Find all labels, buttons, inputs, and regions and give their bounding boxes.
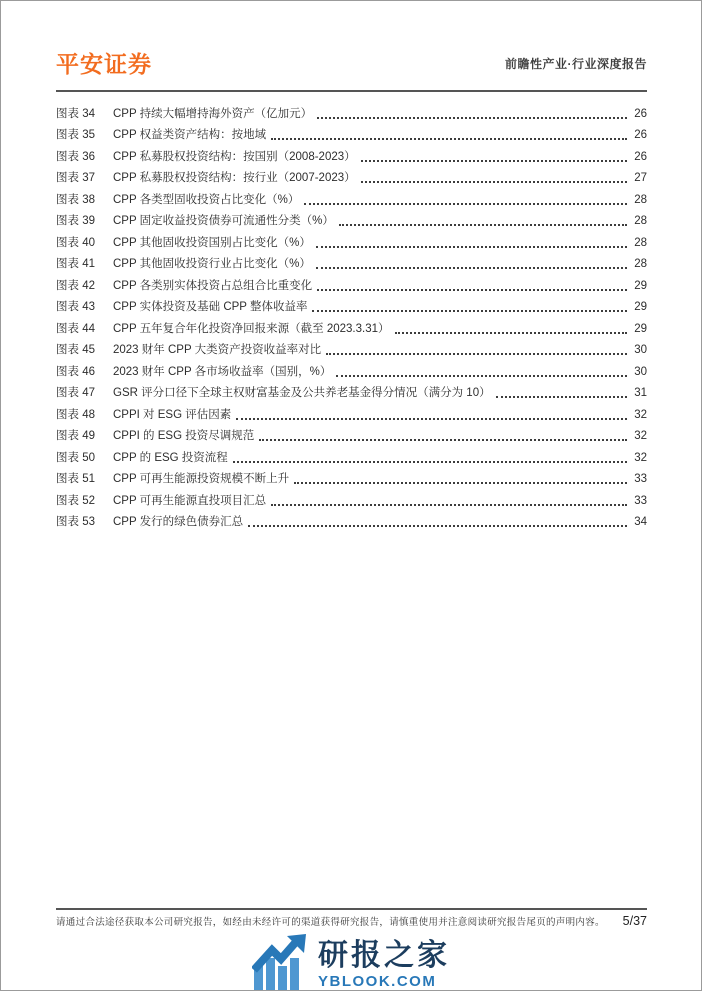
dot-leader — [271, 504, 627, 506]
toc-entry[interactable] — [56, 101, 647, 123]
toc-entry[interactable] — [56, 402, 647, 424]
figure-page-number: 34 — [634, 516, 647, 528]
brand-logo: 平安证券 — [56, 51, 152, 77]
figure-label: 图表 35 — [56, 129, 95, 141]
page-number-indicator: 5/37 — [622, 914, 647, 928]
figure-label: 图表 47 — [56, 387, 95, 399]
toc-entry[interactable] — [56, 230, 647, 252]
dot-leader — [248, 525, 627, 527]
dot-leader — [233, 461, 627, 463]
header-divider — [56, 90, 647, 92]
dot-leader — [336, 375, 627, 377]
figure-page-number: 26 — [634, 129, 647, 141]
disclaimer-text: 请通过合法途径获取本公司研究报告，如经由未经许可的渠道获得研究报告，请慎重使用并注意阅读研究报告尾页的声明内容。 — [56, 917, 605, 928]
figure-label: 图表 48 — [56, 408, 95, 421]
toc-entry[interactable] — [56, 123, 647, 145]
toc-entry[interactable] — [56, 144, 647, 166]
figure-page-number: 32 — [634, 451, 647, 464]
figure-label: 图表 53 — [56, 516, 95, 528]
figure-title: CPP 五年复合年化投资净回报来源（截至 2023.3.31） — [113, 322, 390, 335]
figure-label: 图表 38 — [56, 193, 95, 206]
figure-page-number: 31 — [634, 387, 647, 399]
toc-entry[interactable] — [56, 187, 647, 209]
figure-page-number: 28 — [634, 236, 647, 249]
figure-page-number: 33 — [634, 473, 647, 485]
figure-page-number: 32 — [634, 430, 647, 442]
toc-entry[interactable] — [56, 273, 647, 295]
toc-entry[interactable] — [56, 467, 647, 489]
dot-leader — [361, 160, 627, 162]
figure-page-number: 28 — [634, 258, 647, 270]
figure-page-number: 30 — [634, 365, 647, 378]
figure-title: GSR 评分口径下全球主权财富基金及公共养老基金得分情况（满分为 10） — [113, 387, 491, 399]
figure-label: 图表 45 — [56, 344, 95, 356]
dot-leader — [316, 267, 627, 269]
toc-entry[interactable] — [56, 445, 647, 467]
toc-entry[interactable] — [56, 424, 647, 446]
figure-page-number: 28 — [634, 193, 647, 206]
figure-title: CPP 其他固收投资行业占比变化（%） — [113, 258, 311, 270]
dot-leader — [395, 332, 628, 334]
figure-label: 图表 40 — [56, 236, 95, 249]
report-header — [56, 53, 647, 76]
figure-title: CPP 私募股权投资结构：按行业（2007-2023） — [113, 172, 356, 184]
toc-entry[interactable] — [56, 252, 647, 274]
dot-leader — [304, 203, 627, 205]
figure-title: 2023 财年 CPP 大类资产投资收益率对比 — [113, 344, 322, 356]
toc-entry[interactable] — [56, 316, 647, 338]
dot-leader — [271, 138, 627, 140]
figure-title: CPP 权益类资产结构：按地域 — [113, 129, 267, 141]
figure-title: CPP 私募股权投资结构：按国别（2008-2023） — [113, 150, 356, 163]
dot-leader — [317, 117, 627, 119]
dot-leader — [294, 482, 627, 484]
toc-entry[interactable] — [56, 381, 647, 403]
figure-label: 图表 34 — [56, 107, 95, 120]
figure-label: 图表 51 — [56, 473, 95, 485]
figure-page-number: 32 — [634, 408, 647, 421]
figure-title: CPP 可再生能源投资规模不断上升 — [113, 473, 290, 485]
footer-divider — [56, 908, 647, 910]
dot-leader — [496, 396, 627, 398]
figure-label: 图表 39 — [56, 215, 95, 227]
toc-entry[interactable] — [56, 166, 647, 188]
figure-page-number: 30 — [634, 344, 647, 356]
figure-label: 图表 46 — [56, 365, 95, 378]
figure-title: CPP 的 ESG 投资流程 — [113, 451, 228, 464]
toc-entry[interactable] — [56, 209, 647, 231]
dot-leader — [317, 289, 627, 291]
site-watermark — [1, 934, 701, 991]
figure-title: CPP 可再生能源直投项目汇总 — [113, 494, 267, 507]
toc-entry[interactable] — [56, 295, 647, 317]
figure-title: CPPI 的 ESG 投资尽调规范 — [113, 430, 255, 442]
figure-label: 图表 43 — [56, 301, 95, 313]
figure-title: CPP 发行的绿色债券汇总 — [113, 516, 244, 528]
figure-label: 图表 50 — [56, 451, 95, 464]
figure-page-number: 33 — [634, 494, 647, 507]
figure-page-number: 29 — [634, 322, 647, 335]
figure-title: CPP 持续大幅增持海外资产（亿加元） — [113, 107, 313, 120]
dot-leader — [259, 439, 627, 441]
report-type-label: 前瞻性产业·行业深度报告 — [505, 57, 647, 71]
figure-label: 图表 52 — [56, 494, 95, 507]
figure-title: CPP 各类别实体投资占总组合比重变化 — [113, 279, 313, 292]
figure-page-number: 28 — [634, 215, 647, 227]
watermark-brand-name: 研报之家 — [318, 938, 450, 972]
figure-page-number: 26 — [634, 150, 647, 163]
figure-label: 图表 41 — [56, 258, 95, 270]
watermark-domain: YBLOOK.COM — [318, 972, 437, 990]
figure-label: 图表 37 — [56, 172, 95, 184]
report-footer — [56, 914, 647, 928]
figure-title: CPP 其他固收投资国别占比变化（%） — [113, 236, 311, 249]
figure-title: 2023 财年 CPP 各市场收益率（国别，%） — [113, 365, 332, 378]
figure-title: CPP 实体投资及基础 CPP 整体收益率 — [113, 301, 308, 313]
bar-chart-arrow-icon — [252, 934, 308, 991]
figure-page-number: 26 — [634, 107, 647, 120]
figure-page-number: 29 — [634, 301, 647, 313]
figure-label: 图表 44 — [56, 322, 95, 335]
dot-leader — [339, 224, 627, 226]
toc-entry[interactable] — [56, 338, 647, 360]
figure-label: 图表 36 — [56, 150, 95, 163]
toc-entry[interactable] — [56, 510, 647, 532]
watermark-text — [318, 938, 450, 990]
dot-leader — [316, 246, 627, 248]
figure-title: CPPI 对 ESG 评估因素 — [113, 408, 232, 421]
dot-leader — [312, 310, 627, 312]
toc-entry[interactable] — [56, 488, 647, 510]
figure-title: CPP 固定收益投资债券可流通性分类（%） — [113, 215, 334, 227]
figure-page-number: 27 — [634, 172, 647, 184]
figure-page-number: 29 — [634, 279, 647, 292]
dot-leader — [361, 181, 627, 183]
figure-label: 图表 49 — [56, 430, 95, 442]
toc-entry[interactable] — [56, 359, 647, 381]
dot-leader — [326, 353, 627, 355]
figure-list — [56, 101, 647, 531]
figure-label: 图表 42 — [56, 279, 95, 292]
figure-title: CPP 各类型固收投资占比变化（%） — [113, 193, 300, 206]
dot-leader — [236, 418, 627, 420]
